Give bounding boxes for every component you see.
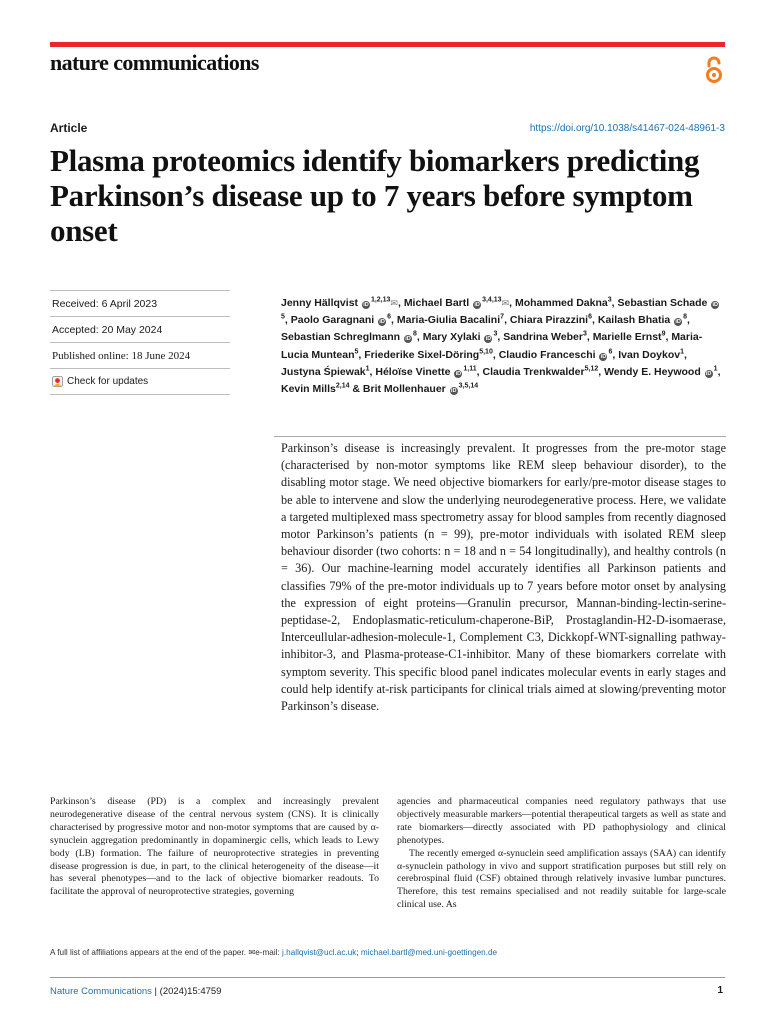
email-link-2[interactable]: michael.bartl@med.uni-goettingen.de: [360, 948, 498, 957]
doi-link[interactable]: https://doi.org/10.1038/s41467-024-48961-3: [529, 123, 725, 134]
orcid-icon[interactable]: iD: [485, 336, 492, 343]
abstract-rule: [274, 436, 726, 437]
affiliation-sup: 8: [683, 313, 688, 321]
author-name[interactable]: Michael Bartl: [403, 297, 470, 309]
affiliation-sup: 5,10: [479, 348, 493, 356]
affiliation-sup: 6: [608, 348, 613, 356]
body-column-right: [397, 796, 726, 912]
orcid-icon[interactable]: iD: [363, 302, 369, 308]
abstract: Parkinson’s disease is increasingly prevalent. It progresses from the pre-motor stage (characterised by non-motor symptoms like REM sleep behaviour disorder), to the disabling motor stage. We need objective biomarkers for early/pre-motor disease stages to be able to intervene and slow the underlying neurodegenerative process. Here, we validate a targeted multiplexed mass spectrometry assay for blood samples from recently diagnosed motor Parkinson’s patients (n = 99), pre-motor individuals with isolated REM sleep behaviour disorder (two cohorts: n = 18 and n = 54 longitudinally), and healthy controls (n = 36). Our machine-learning model accurately identifies all Parkinson patients and classifies 79% of the pre-motor individuals up to 7 years before motor onset by analysing the expression of eight proteins—Granulin precursor, Mannan-binding-lectin-serine-peptidase-2, Endoplasmatic-reticulum-chaperone-BiP, Prostaglandin-H2-D-isomaerase, Interceullular-adhesion-molecule-1, Complement C3, Dickkopf-WNT-signalling pathway-inhibitor-3, and Plasma-protease-C1-inhibitor. Many of these biomarkers correlate with symptom severity. This specific blood panel indicates molecular events in early stages and could help identify at-risk participants for clinical trials aimed at slowing/preventing motor Parkinson’s disease.: [281, 441, 726, 714]
body-column-left: [50, 796, 379, 899]
footnote-text: A full list of affiliations appears at the end of the paper.: [50, 948, 247, 957]
author-name[interactable]: Jenny Hällqvist: [281, 297, 359, 309]
affiliations-footnote: [50, 947, 497, 957]
footer-volume: | (2024)15:4759: [154, 986, 222, 997]
affiliation-sup: 9: [661, 330, 666, 338]
author-name[interactable]: Chiara Pirazzini: [509, 314, 589, 327]
author-name[interactable]: Sandrina Weber: [503, 331, 583, 344]
affiliation-sup: 5,12: [584, 365, 599, 373]
check-for-updates-label: Check for updates: [67, 376, 149, 387]
author-name[interactable]: Maria-Lucia Muntean: [281, 331, 703, 361]
author-name[interactable]: Claudio Franceschi: [498, 348, 596, 361]
orcid-icon[interactable]: iD: [675, 319, 681, 326]
orcid-icon[interactable]: iD: [474, 302, 480, 308]
author-name[interactable]: Mary Xylaki: [422, 331, 481, 344]
author-name[interactable]: Friederike Sixel-Döring: [364, 348, 480, 361]
author-name[interactable]: Sebastian Schreglmann: [281, 331, 401, 344]
affiliation-sup: 6: [387, 313, 392, 321]
author-name[interactable]: Justyna Śpiewak: [281, 365, 366, 378]
affiliation-sup: 1: [680, 348, 684, 356]
affiliation-sup: 1,2,13: [370, 296, 391, 304]
envelope-icon[interactable]: ✉: [390, 298, 398, 308]
author-name[interactable]: Kailash Bhatia: [597, 314, 671, 327]
article-type-label: Article: [50, 121, 88, 135]
affiliation-sup: 5: [281, 313, 285, 321]
author-name[interactable]: Mohammed Dakna: [514, 297, 608, 309]
author-name[interactable]: Maria-Giulia Bacalini: [396, 314, 501, 327]
published-date: Published online: 18 June 2024: [50, 342, 230, 368]
affiliation-sup: 6: [588, 313, 593, 321]
affiliation-sup: 5: [354, 348, 359, 356]
email-separator: ;: [356, 948, 359, 957]
affiliation-sup: 8: [412, 330, 417, 338]
email-link-1[interactable]: j.hallqvist@ucl.ac.uk: [282, 948, 357, 957]
envelope-icon: ✉: [248, 948, 256, 957]
journal-name[interactable]: nature communications: [50, 50, 259, 75]
affiliation-sup: 3: [493, 330, 498, 338]
author-name[interactable]: Wendy E. Heywood: [604, 365, 701, 378]
orcid-icon[interactable]: iD: [712, 302, 719, 308]
affiliation-sup: 7: [500, 313, 505, 321]
affiliation-sup: 3: [607, 296, 612, 304]
affiliation-sup: 3,5,14: [458, 382, 479, 390]
orcid-icon[interactable]: iD: [600, 353, 607, 360]
orcid-icon[interactable]: iD: [450, 388, 457, 395]
affiliation-sup: 3: [582, 330, 587, 338]
accepted-date: Accepted: 20 May 2024: [50, 316, 230, 342]
author-list: Jenny Hällqvist iD$^{1,2,13}$✉, Michael Bartl iD$^{3,4,13}$✉, Mohammed Dakna$^3$, Sebastian Schade $iD^5$, Paolo Garagnani $iD^6$, Maria-Giulia Bacalini$^7$, Chiara Pirazzini$^6$, Kailash Bhatia $iD^8$, Sebastian Schreglmann $iD^8$, Mary Xylaki $iD^3$, Sandrina Weber$^3$, Marielle Ernst$^9$, Maria-Lucia Muntean$^5$, Friederike Sixel-Döring$^{5,10}$, Claudio Franceschi $iD^6$, Ivan Doykov$^1$, Justyna Śpiewak$^1$, Héloïse Vinette iD$^{1,11}$, Claudia Trenkwalder$^{5,12}$, Wendy E. Heywood $iD^1$, Kevin Mills$^{2,14}$ & Brit Mollenhauer iD$^{3,5,14}$: [281, 296, 721, 396]
envelope-icon[interactable]: ✉: [501, 298, 510, 308]
email-label: e-mail:: [255, 948, 280, 957]
footer-rule: [50, 977, 725, 978]
affiliation-sup: 1: [365, 365, 370, 373]
body-paragraph: agencies and pharmaceutical companies need regulatory pathways that use objectively measurable markers—potential therapeutical targets as well as state and rate biomarkers—directly associated with PD pathophysiology and clinical phenotypes.: [397, 796, 726, 846]
author-name[interactable]: Marielle Ernst: [592, 331, 662, 344]
author-name[interactable]: Ivan Doykov: [618, 348, 681, 361]
author-name[interactable]: Brit Mollenhauer: [362, 383, 446, 396]
orcid-icon[interactable]: iD: [705, 370, 712, 377]
article-title: Plasma proteomics identify biomarkers predicting Parkinson’s disease up to 7 years before symptom onset: [50, 143, 700, 248]
affiliation-sup: 1: [713, 365, 718, 373]
check-for-updates-button[interactable]: [50, 368, 230, 395]
orcid-icon[interactable]: iD: [405, 336, 411, 343]
received-date: Received: 6 April 2023: [50, 290, 230, 316]
affiliation-sup: 1,11: [463, 365, 477, 373]
author-name[interactable]: Paolo Garagnani: [290, 314, 375, 327]
article-dates: [50, 290, 230, 395]
footer-journal-link[interactable]: Nature Communications: [50, 986, 152, 997]
header-red-rule: [50, 42, 725, 47]
page-number: 1: [717, 985, 723, 996]
author-name[interactable]: Claudia Trenkwalder: [482, 365, 585, 378]
author-name[interactable]: Kevin Mills: [281, 383, 336, 396]
check-for-updates-icon: [52, 376, 63, 387]
body-paragraph: Parkinson’s disease (PD) is a complex and increasingly prevalent neurodegenerative disease of the central nervous system (CNS). It is clinically characterised by progressive motor and non-motor symptoms that are caused by α-synuclein aggregation predominantly in dopaminergic cells, which leads to Lewy body (LB) formation. The failure of neuroprotective strategies in preventing disease progression is due, in part, to the clinical heterogeneity of the disease—it has several phenotypes—and to the lack of objective biomarker readouts. To facilitate the approval of neuroprotective strategies, governing: [50, 796, 379, 898]
open-access-icon: [703, 55, 725, 85]
body-paragraph: The recently emerged α-synuclein seed amplification assays (SAA) can identify α-synuclein pathology in vivo and support stratification purposes but still rely on cerebrospinal fluid (CSF) obtained through relatively invasive lumbar punctures. Therefore, this test remains specialised and not readily suitable for large-scale clinical use. As: [397, 847, 726, 911]
affiliation-sup: 2,14: [335, 382, 350, 390]
orcid-icon[interactable]: iD: [379, 319, 385, 326]
affiliation-sup: 3,4,13: [482, 296, 502, 304]
footer-citation: [50, 986, 221, 997]
orcid-icon[interactable]: iD: [455, 370, 462, 377]
author-name[interactable]: Héloïse Vinette: [375, 365, 451, 378]
author-name[interactable]: Sebastian Schade: [617, 297, 708, 309]
